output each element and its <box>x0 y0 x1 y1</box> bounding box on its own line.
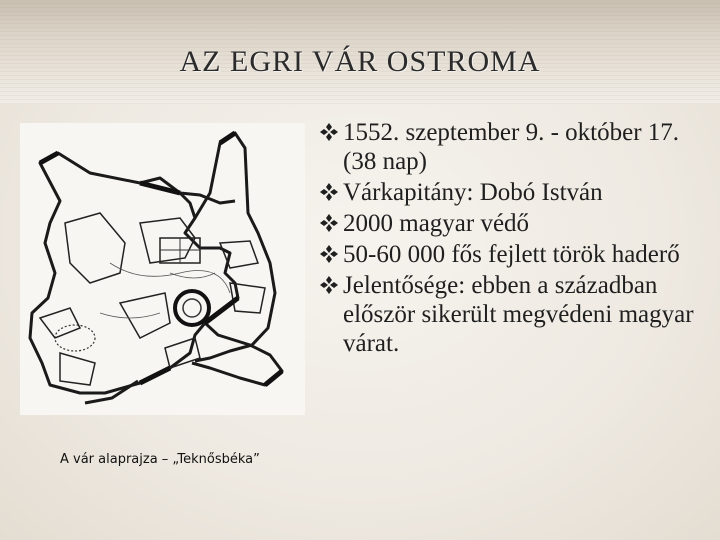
bullet-text: Jelentősége: ebben a században először sikerült megvédeni magyar várat. <box>343 272 694 357</box>
bullet-item <box>317 209 717 238</box>
bullet-item <box>317 240 717 269</box>
castle-floor-plan-image <box>20 123 305 415</box>
bullet-text: Várkapitány: Dobó István <box>343 179 603 206</box>
diamond-quad-bullet-icon <box>319 182 339 202</box>
bullet-list <box>317 118 717 360</box>
diamond-quad-bullet-icon <box>319 213 339 233</box>
bullet-item <box>317 178 717 207</box>
bullet-text: 50-60 000 fős fejlett török haderő <box>343 241 680 268</box>
diamond-quad-bullet-icon <box>319 122 339 142</box>
bullet-text: 2000 magyar védő <box>343 210 530 237</box>
image-caption: A vár alaprajza – „Teknősbéka” <box>60 452 260 467</box>
slide-title: AZ EGRI VÁR OSTROMA <box>179 45 541 78</box>
diamond-quad-bullet-icon <box>319 244 339 264</box>
diamond-quad-bullet-icon <box>319 275 339 295</box>
bullet-item <box>317 271 717 358</box>
bullet-item <box>317 118 717 176</box>
bullet-text: 1552. szeptember 9. - október 17. (38 nap) <box>343 119 680 175</box>
